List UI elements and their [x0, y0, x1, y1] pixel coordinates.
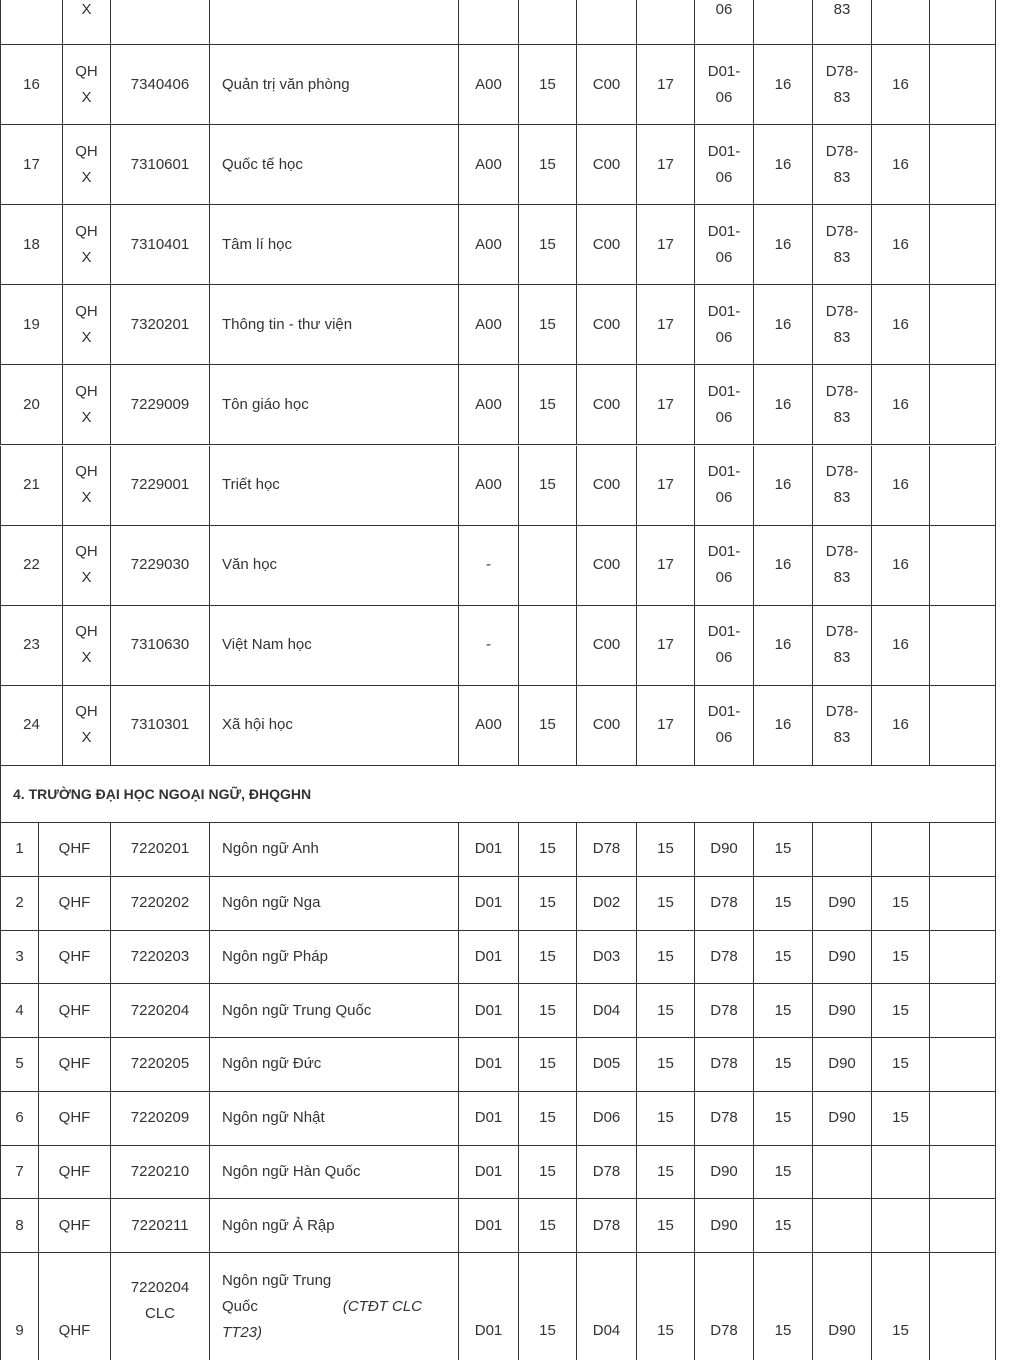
- cell-d2: 17: [636, 365, 694, 444]
- cell-ten-nganh: Ngôn ngữ Nhật: [209, 1092, 458, 1145]
- cell-ma-truong: QHF: [38, 1199, 110, 1252]
- table-row: [0, 1038, 996, 1092]
- cell-d4: 15: [871, 984, 929, 1037]
- cell-ma-nganh: 7220209: [110, 1092, 209, 1145]
- cell-k3: D01- 06: [694, 686, 753, 765]
- cell-d2: 17: [636, 125, 694, 204]
- cell-ma-truong: QHF: [38, 1253, 110, 1360]
- table-row: [0, 1253, 996, 1360]
- cell-d4: 16: [871, 606, 929, 685]
- cell-d4: [871, 1199, 929, 1252]
- cell-d2: 17: [636, 205, 694, 284]
- cell-ma-nganh: [110, 0, 209, 44]
- cell-k3: D78: [694, 1038, 753, 1091]
- cell-d2: 15: [636, 1146, 694, 1199]
- cell-d4: 15: [871, 1092, 929, 1145]
- cell-ma-truong: X: [62, 0, 110, 44]
- cell-ten-nganh: Ngôn ngữ Ả Rập: [209, 1199, 458, 1252]
- cell-stt: 8: [0, 1199, 38, 1252]
- cell-ten-nganh: Xã hội học: [209, 686, 458, 765]
- cell-k2: D02: [576, 877, 636, 930]
- table-row: [0, 125, 996, 205]
- cell-extra: [929, 205, 996, 284]
- cell-k4: D78- 83: [812, 125, 871, 204]
- cell-d2: 15: [636, 1092, 694, 1145]
- cell-k3: D78: [694, 877, 753, 930]
- cell-k4: D78- 83: [812, 45, 871, 124]
- cell-d3: 15: [753, 1092, 812, 1145]
- cell-d2: 17: [636, 686, 694, 765]
- cell-d4: 15: [871, 1253, 929, 1360]
- cell-d2: 17: [636, 446, 694, 525]
- cell-k1: A00: [458, 205, 518, 284]
- cell-extra: [929, 45, 996, 124]
- cell-ma-truong: QH X: [62, 606, 110, 685]
- cell-k4: D78- 83: [812, 526, 871, 605]
- cell-ma-nganh: 7310630: [110, 606, 209, 685]
- cell-ma-nganh: 7220204: [110, 984, 209, 1037]
- table-row: [0, 1199, 996, 1253]
- table-row-partial: [0, 0, 996, 45]
- cell-ma-nganh: 7220203: [110, 931, 209, 984]
- cell-d2: 15: [636, 984, 694, 1037]
- cell-k1: D01: [458, 823, 518, 876]
- cell-ma-truong: QH X: [62, 45, 110, 124]
- cell-stt: 17: [0, 125, 62, 204]
- cell-ten-nganh: Ngôn ngữ Trung Quốc: [209, 984, 458, 1037]
- cell-d3: 15: [753, 823, 812, 876]
- cell-ten-nganh: Văn học: [209, 526, 458, 605]
- cell-extra: [929, 285, 996, 364]
- cell-ma-nganh: 7310301: [110, 686, 209, 765]
- cell-k4: D78- 83: [812, 606, 871, 685]
- cell-ten-nganh: [209, 0, 458, 44]
- cell-d2: 15: [636, 1199, 694, 1252]
- cell-k2: D78: [576, 1199, 636, 1252]
- cell-ma-nganh: 7310401: [110, 205, 209, 284]
- cell-d4: 16: [871, 446, 929, 525]
- cell-k3: D78: [694, 1092, 753, 1145]
- cell-k3: D01- 06: [694, 285, 753, 364]
- cell-stt: 16: [0, 45, 62, 124]
- table-row: [0, 931, 996, 985]
- cell-k1: D01: [458, 1199, 518, 1252]
- cell-ma-nganh: 7220210: [110, 1146, 209, 1199]
- cell-k3: D01- 06: [694, 606, 753, 685]
- cell-ma-truong: QHF: [38, 877, 110, 930]
- table-row: [0, 285, 996, 365]
- cell-ma-nganh: 7229030: [110, 526, 209, 605]
- cell-d4: [871, 823, 929, 876]
- cell-k3: D78: [694, 1253, 753, 1360]
- cell-d1: 15: [518, 125, 576, 204]
- cell-extra: [929, 1146, 996, 1199]
- cell-ma-nganh: 7220201: [110, 823, 209, 876]
- cell-k3: D01- 06: [694, 526, 753, 605]
- cell-extra: [929, 365, 996, 444]
- cell-ten-nganh: Triết học: [209, 446, 458, 525]
- cell-k1: D01: [458, 877, 518, 930]
- cell-ma-truong: QHF: [38, 1092, 110, 1145]
- cell-ma-nganh: 7220202: [110, 877, 209, 930]
- cell-k2: D04: [576, 984, 636, 1037]
- cell-k3: D01- 06: [694, 205, 753, 284]
- cell-k1: D01: [458, 1092, 518, 1145]
- cell-d4: 16: [871, 285, 929, 364]
- cell-k2: D04: [576, 1253, 636, 1360]
- cell-k3: D78: [694, 931, 753, 984]
- cell-d3: 16: [753, 125, 812, 204]
- cell-ma-truong: QH X: [62, 125, 110, 204]
- cell-k3: D01- 06: [694, 365, 753, 444]
- cell-ma-truong: QH X: [62, 446, 110, 525]
- cell-extra: [929, 931, 996, 984]
- cell-k1: A00: [458, 45, 518, 124]
- cell-extra: [929, 1253, 996, 1360]
- cell-k4: D78- 83: [812, 686, 871, 765]
- cell-k1: A00: [458, 365, 518, 444]
- cell-k1: D01: [458, 1146, 518, 1199]
- cell-stt: 20: [0, 365, 62, 444]
- cell-ten-nganh: Thông tin - thư viện: [209, 285, 458, 364]
- table-row: [0, 606, 996, 686]
- table-row: [0, 823, 996, 877]
- cell-d2: 17: [636, 606, 694, 685]
- cell-k2: D03: [576, 931, 636, 984]
- cell-k4: 83: [812, 0, 871, 44]
- cell-d4: 16: [871, 125, 929, 204]
- cell-k4: D90: [812, 1092, 871, 1145]
- cell-k2: C00: [576, 365, 636, 444]
- cell-ten-nganh: Quốc tế học: [209, 125, 458, 204]
- cell-d1: 15: [518, 686, 576, 765]
- cell-ten-nganh: Tâm lí học: [209, 205, 458, 284]
- cell-k4: D90: [812, 877, 871, 930]
- cell-ma-nganh: 7229009: [110, 365, 209, 444]
- cell-d4: 15: [871, 931, 929, 984]
- cell-ma-nganh: 7320201: [110, 285, 209, 364]
- cell-extra: [929, 1092, 996, 1145]
- cell-ma-truong: QH X: [62, 205, 110, 284]
- cell-stt: [0, 0, 62, 44]
- cell-d2: 17: [636, 45, 694, 124]
- cell-d1: 15: [518, 446, 576, 525]
- cell-k2: D06: [576, 1092, 636, 1145]
- cell-extra: [929, 823, 996, 876]
- cell-d1: 15: [518, 205, 576, 284]
- cell-d3: 16: [753, 446, 812, 525]
- cell-extra: [929, 686, 996, 765]
- cell-k1: -: [458, 526, 518, 605]
- cell-ma-truong: QH X: [62, 285, 110, 364]
- table-row: [0, 1092, 996, 1146]
- cell-ma-truong: QH X: [62, 526, 110, 605]
- cell-ma-truong: QH X: [62, 686, 110, 765]
- cell-stt: 7: [0, 1146, 38, 1199]
- cell-extra: [929, 446, 996, 525]
- cell-d3: 15: [753, 1038, 812, 1091]
- cell-stt: 19: [0, 285, 62, 364]
- cell-d3: 16: [753, 526, 812, 605]
- cell-k4: [812, 1146, 871, 1199]
- cell-d1: 15: [518, 285, 576, 364]
- cell-extra: [929, 0, 996, 44]
- cell-d4: 15: [871, 1038, 929, 1091]
- cell-stt: 6: [0, 1092, 38, 1145]
- cell-d3: 16: [753, 45, 812, 124]
- cell-d1: 15: [518, 823, 576, 876]
- cell-k2: C00: [576, 205, 636, 284]
- cell-d4: 15: [871, 877, 929, 930]
- cell-ten-nganh: Ngôn ngữ Pháp: [209, 931, 458, 984]
- table-row: [0, 1146, 996, 1200]
- cell-ma-truong: QHF: [38, 984, 110, 1037]
- section-title: 4. TRƯỜNG ĐẠI HỌC NGOẠI NGỮ, ĐHQGHN: [13, 786, 312, 802]
- cell-k4: D78- 83: [812, 285, 871, 364]
- cell-k1: A00: [458, 446, 518, 525]
- cell-k3: D90: [694, 823, 753, 876]
- cell-d4: 16: [871, 205, 929, 284]
- cell-d1: 15: [518, 365, 576, 444]
- cell-k4: D90: [812, 1253, 871, 1360]
- cell-ma-truong: QHF: [38, 931, 110, 984]
- cell-d3: 15: [753, 1253, 812, 1360]
- cell-d4: 16: [871, 365, 929, 444]
- cell-ma-nganh: 7229001: [110, 446, 209, 525]
- cell-k3: 06: [694, 0, 753, 44]
- cell-d1: [518, 606, 576, 685]
- cell-stt: 18: [0, 205, 62, 284]
- cell-d4: 16: [871, 45, 929, 124]
- cell-k2: D78: [576, 823, 636, 876]
- cell-k2: C00: [576, 446, 636, 525]
- cell-d3: 15: [753, 1199, 812, 1252]
- cell-ma-nganh: 7340406: [110, 45, 209, 124]
- cell-d3: 15: [753, 931, 812, 984]
- cell-stt: 24: [0, 686, 62, 765]
- cell-d1: 15: [518, 1038, 576, 1091]
- cell-d4: 16: [871, 686, 929, 765]
- table-row: [0, 984, 996, 1038]
- cell-stt: 21: [0, 446, 62, 525]
- cell-ten-nganh: Quản trị văn phòng: [209, 45, 458, 124]
- cell-ten-nganh: Tôn giáo học: [209, 365, 458, 444]
- cell-d3: 16: [753, 285, 812, 364]
- cell-stt: 3: [0, 931, 38, 984]
- table-row: [0, 446, 996, 526]
- cell-ten-nganh: Ngôn ngữ Trung Quốc (CTĐT CLC TT23): [209, 1253, 458, 1360]
- cell-ma-nganh: 7220204 CLC: [110, 1253, 209, 1360]
- cell-d1: 15: [518, 1199, 576, 1252]
- table-row: [0, 526, 996, 606]
- cell-k4: [812, 823, 871, 876]
- cell-k4: D78- 83: [812, 446, 871, 525]
- cell-d1: 15: [518, 1146, 576, 1199]
- cell-k1: -: [458, 606, 518, 685]
- cell-d3: 16: [753, 365, 812, 444]
- cell-stt: 22: [0, 526, 62, 605]
- cell-d1: [518, 0, 576, 44]
- cell-k4: D78- 83: [812, 365, 871, 444]
- cell-ten-nganh: Ngôn ngữ Hàn Quốc: [209, 1146, 458, 1199]
- cell-k4: D78- 83: [812, 205, 871, 284]
- cell-ma-truong: QHF: [38, 1038, 110, 1091]
- cell-ten-nganh: Ngôn ngữ Nga: [209, 877, 458, 930]
- cell-ma-nganh: 7310601: [110, 125, 209, 204]
- cell-k4: D90: [812, 931, 871, 984]
- cell-d3: 15: [753, 877, 812, 930]
- cell-k1: A00: [458, 285, 518, 364]
- cell-d3: [753, 0, 812, 44]
- cell-k3: D01- 06: [694, 125, 753, 204]
- cell-extra: [929, 606, 996, 685]
- cell-d1: 15: [518, 931, 576, 984]
- cell-extra: [929, 125, 996, 204]
- cell-d2: 15: [636, 1038, 694, 1091]
- cell-extra: [929, 526, 996, 605]
- cell-stt: 5: [0, 1038, 38, 1091]
- cell-k2: C00: [576, 686, 636, 765]
- cell-stt: 23: [0, 606, 62, 685]
- cell-k1: A00: [458, 125, 518, 204]
- cell-ma-truong: QHF: [38, 823, 110, 876]
- cell-k3: D01- 06: [694, 446, 753, 525]
- cell-k2: C00: [576, 285, 636, 364]
- cell-k3: D90: [694, 1199, 753, 1252]
- cell-d2: [636, 0, 694, 44]
- cell-d3: 16: [753, 686, 812, 765]
- cell-d1: 15: [518, 984, 576, 1037]
- cell-d3: 15: [753, 1146, 812, 1199]
- cell-d2: 15: [636, 931, 694, 984]
- cell-d4: [871, 0, 929, 44]
- cell-d1: 15: [518, 1092, 576, 1145]
- cell-d4: 16: [871, 526, 929, 605]
- cell-k3: D78: [694, 984, 753, 1037]
- cell-d2: 15: [636, 823, 694, 876]
- table-row: [0, 686, 996, 766]
- cell-d2: 17: [636, 285, 694, 364]
- cell-d1: [518, 526, 576, 605]
- cell-ma-truong: QH X: [62, 365, 110, 444]
- cell-extra: [929, 1038, 996, 1091]
- table-row: [0, 45, 996, 125]
- cell-k1: D01: [458, 984, 518, 1037]
- cell-ma-nganh: 7220205: [110, 1038, 209, 1091]
- cell-d1: 15: [518, 877, 576, 930]
- cell-k2: C00: [576, 526, 636, 605]
- table-row: [0, 877, 996, 931]
- cell-d1: 15: [518, 1253, 576, 1360]
- cell-k2: C00: [576, 45, 636, 124]
- cell-d3: 16: [753, 205, 812, 284]
- cell-stt: 9: [0, 1253, 38, 1360]
- cell-k3: D90: [694, 1146, 753, 1199]
- cell-k1: D01: [458, 931, 518, 984]
- cell-extra: [929, 1199, 996, 1252]
- cell-stt: 1: [0, 823, 38, 876]
- cell-d3: 16: [753, 606, 812, 685]
- cell-k2: C00: [576, 606, 636, 685]
- cell-k4: D90: [812, 1038, 871, 1091]
- cell-d3: 15: [753, 984, 812, 1037]
- cell-k2: D78: [576, 1146, 636, 1199]
- cell-d2: 17: [636, 526, 694, 605]
- cell-d4: [871, 1146, 929, 1199]
- cell-stt: 2: [0, 877, 38, 930]
- cell-k1: A00: [458, 686, 518, 765]
- cell-ma-nganh: 7220211: [110, 1199, 209, 1252]
- cell-k2: C00: [576, 125, 636, 204]
- cell-k1: [458, 0, 518, 44]
- cell-k4: [812, 1199, 871, 1252]
- cell-d2: 15: [636, 877, 694, 930]
- cell-ten-nganh: Việt Nam học: [209, 606, 458, 685]
- cell-ma-truong: QHF: [38, 1146, 110, 1199]
- cell-d2: 15: [636, 1253, 694, 1360]
- cell-extra: [929, 984, 996, 1037]
- cell-k1: D01: [458, 1038, 518, 1091]
- table-row: [0, 365, 996, 445]
- cell-ten-nganh: Ngôn ngữ Đức: [209, 1038, 458, 1091]
- cell-stt: 4: [0, 984, 38, 1037]
- table-row: [0, 205, 996, 285]
- cell-d1: 15: [518, 45, 576, 124]
- cell-k2: [576, 0, 636, 44]
- section-header-truong-ngoai-ngu: [0, 766, 996, 823]
- cell-ten-nganh: Ngôn ngữ Anh: [209, 823, 458, 876]
- cell-k3: D01- 06: [694, 45, 753, 124]
- cell-k4: D90: [812, 984, 871, 1037]
- cell-extra: [929, 877, 996, 930]
- cell-k1: D01: [458, 1253, 518, 1360]
- cell-k2: D05: [576, 1038, 636, 1091]
